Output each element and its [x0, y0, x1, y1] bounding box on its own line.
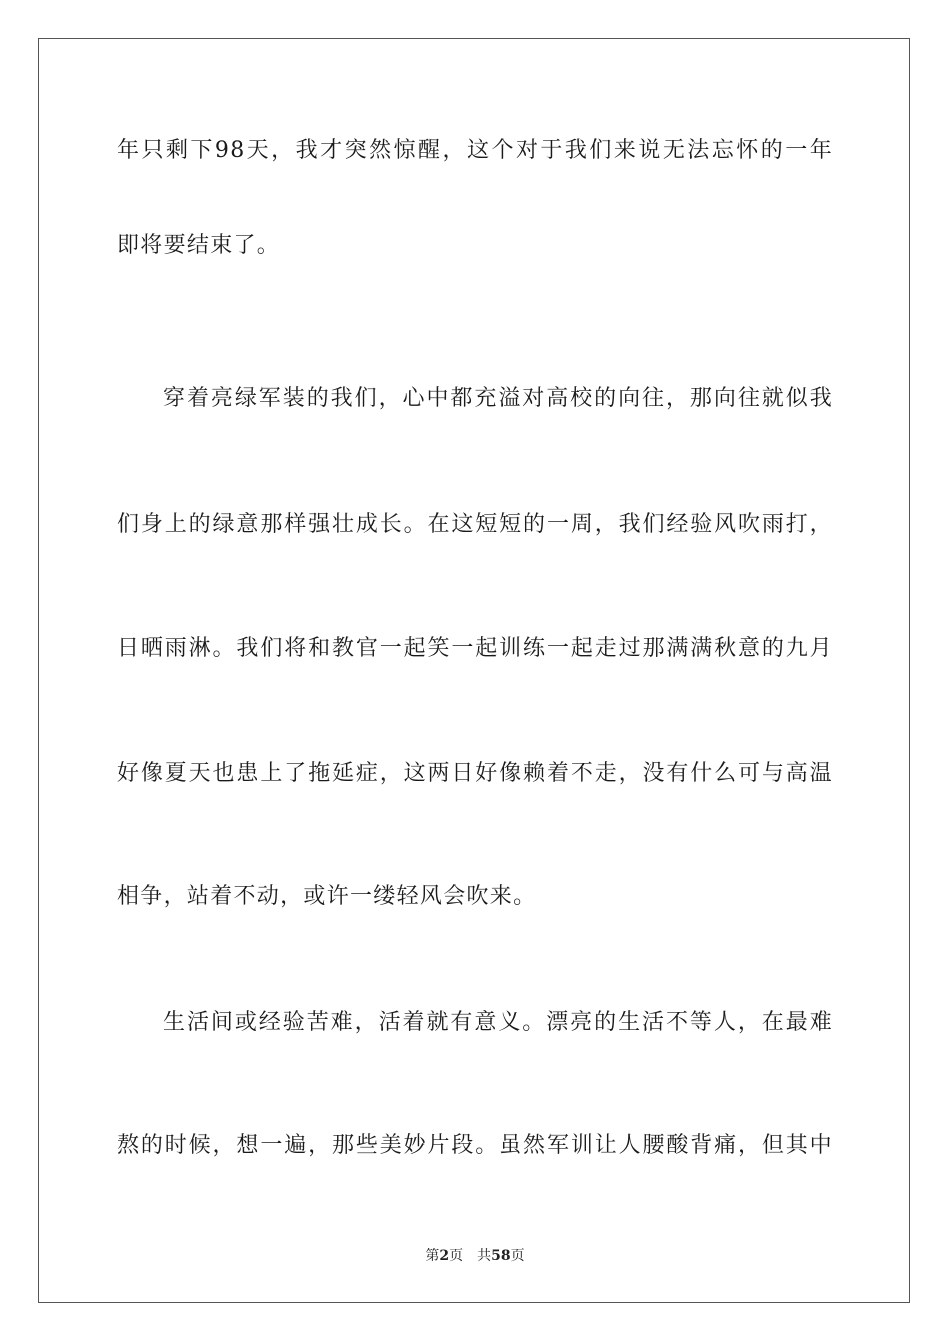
total-prefix: 共	[477, 1248, 492, 1264]
text-line-5: 日晒雨淋。我们将和教官一起笑一起训练一起走过那满满秋意的九月	[117, 636, 833, 661]
text-line-8: 生活间或经验苦难，活着就有意义。漂亮的生活不等人，在最难	[163, 1010, 833, 1035]
text-line-4: 们身上的绿意那样强壮成长。在这短短的一周，我们经验风吹雨打，	[117, 512, 833, 537]
text-line-2: 即将要结束了。	[117, 233, 281, 258]
text-line-7: 相争，站着不动，或许一缕轻风会吹来。	[117, 884, 537, 909]
page-prefix: 第	[425, 1248, 440, 1264]
text-line-1: 年只剩下98天，我才突然惊醒，这个对于我们来说无法忘怀的一年	[117, 138, 833, 163]
page-footer	[0, 1247, 950, 1265]
total-suffix: 页	[510, 1248, 525, 1264]
page-current: 2	[439, 1248, 450, 1264]
page-suffix: 页	[449, 1248, 464, 1264]
text-line-3: 穿着亮绿军装的我们，心中都充溢对高校的向往，那向往就似我	[163, 386, 833, 411]
text-line-6: 好像夏天也患上了拖延症，这两日好像赖着不走，没有什么可与高温	[117, 761, 833, 786]
page-border	[38, 38, 910, 1303]
text-line-9: 熬的时候，想一遍，那些美妙片段。虽然军训让人腰酸背痛，但其中	[117, 1133, 833, 1158]
page-total: 58	[491, 1248, 511, 1264]
